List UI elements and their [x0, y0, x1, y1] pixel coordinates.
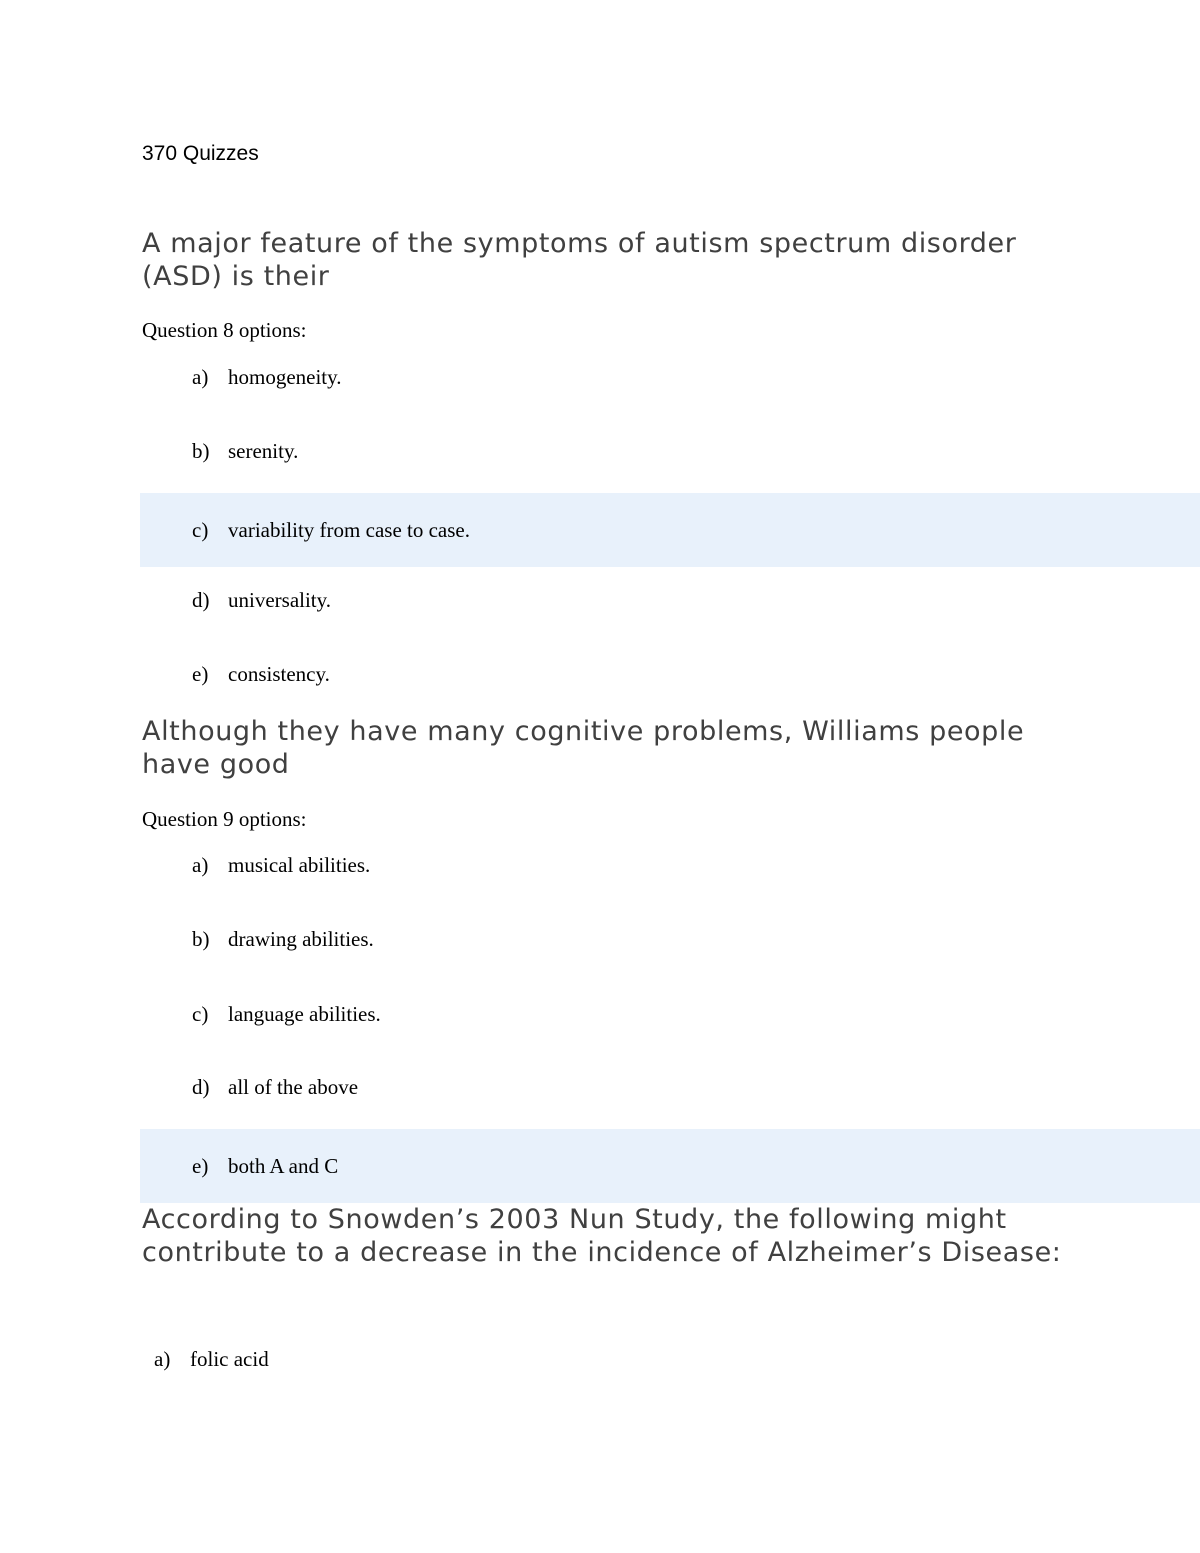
question-9-option-a[interactable] — [140, 828, 1200, 902]
option-text: homogeneity. — [228, 364, 342, 389]
question-8-option-d[interactable] — [140, 563, 1200, 637]
question-8-option-c-selected[interactable] — [140, 493, 1200, 567]
question-9-option-e-selected[interactable] — [140, 1129, 1200, 1203]
option-text: drawing abilities. — [228, 926, 374, 951]
question-8-option-a[interactable] — [140, 340, 1200, 414]
option-letter: c) — [192, 1001, 209, 1026]
option-letter: d) — [192, 1074, 210, 1099]
option-text: serenity. — [228, 438, 299, 463]
question-9-option-d[interactable] — [140, 1050, 1200, 1124]
option-text: both A and C — [228, 1153, 339, 1178]
option-text: musical abilities. — [228, 852, 371, 877]
option-letter: a) — [192, 852, 209, 877]
option-text: language abilities. — [228, 1001, 381, 1026]
question-9-heading: Although they have many cognitive problems, Williams people have good — [142, 716, 1025, 780]
option-text: universality. — [228, 587, 332, 612]
question-8-heading: A major feature of the symptoms of autism spectrum disorder (ASD) is their — [142, 228, 1017, 292]
option-text: all of the above — [228, 1074, 359, 1099]
option-letter: c) — [192, 517, 209, 542]
question-10-option-a[interactable] — [140, 1322, 1200, 1396]
question-8-option-b[interactable] — [140, 414, 1200, 488]
option-text: consistency. — [228, 661, 330, 686]
option-letter: e) — [192, 661, 209, 686]
option-text: folic acid — [190, 1346, 269, 1371]
option-text: variability from case to case. — [228, 517, 470, 542]
option-letter: a) — [192, 364, 209, 389]
document-title: 370 Quizzes — [142, 142, 259, 165]
question-8-subheading: Question 8 options: — [142, 318, 307, 342]
question-9-subheading: Question 9 options: — [142, 807, 307, 831]
question-9-option-c[interactable] — [140, 977, 1200, 1051]
question-9-option-b[interactable] — [140, 902, 1200, 976]
question-10-heading: According to Snowden’s 2003 Nun Study, the following might contribute to a decrease in the incidence of Alzheimer’s Disease: — [142, 1204, 1062, 1268]
option-letter: e) — [192, 1153, 209, 1178]
option-letter: d) — [192, 587, 210, 612]
option-letter: a) — [154, 1346, 171, 1371]
option-letter: b) — [192, 438, 210, 463]
option-letter: b) — [192, 926, 210, 951]
question-8-option-e[interactable] — [140, 637, 1200, 711]
